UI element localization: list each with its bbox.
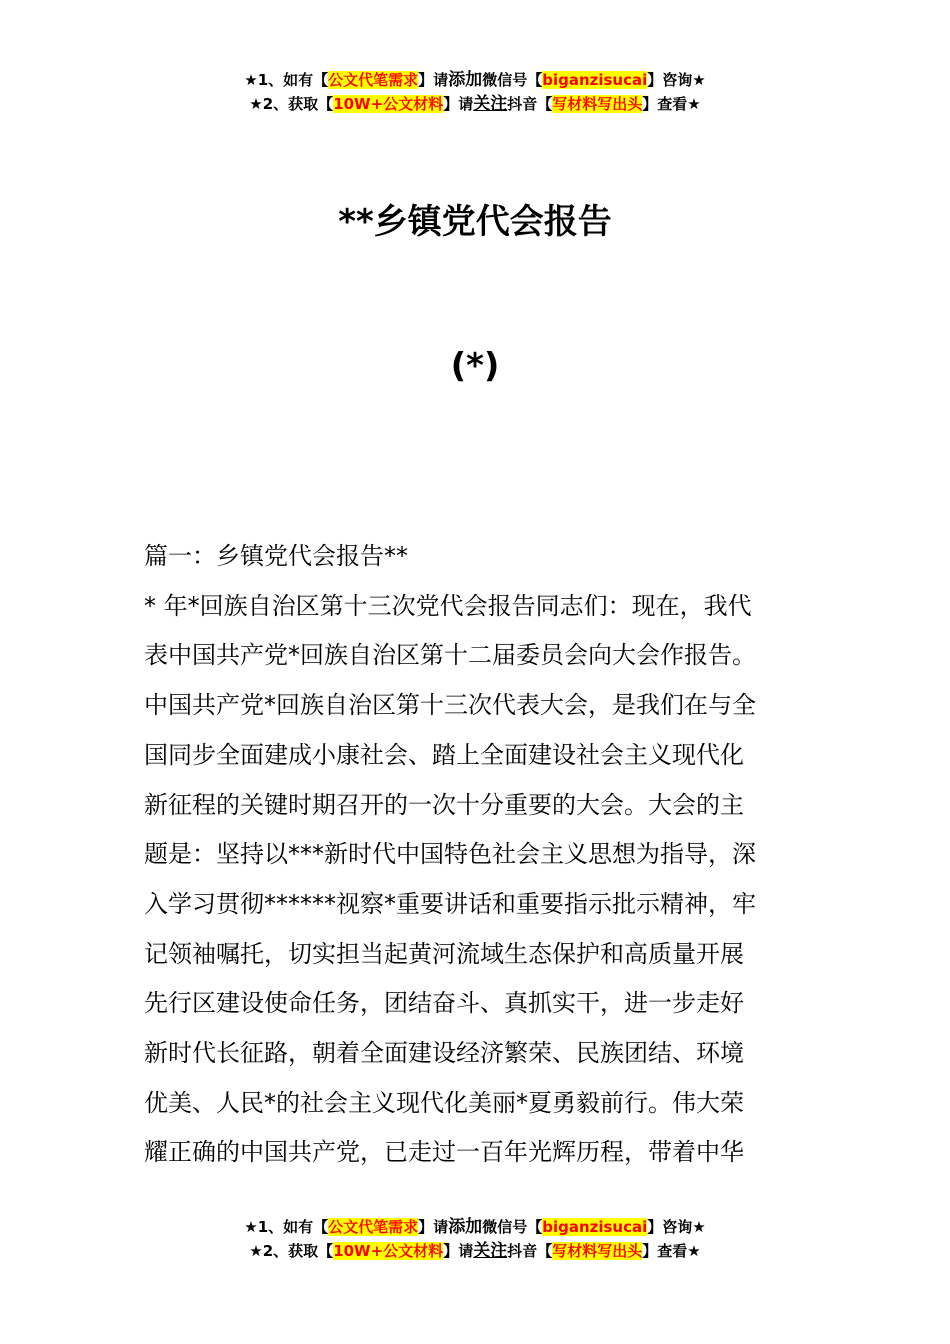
promo-text: 】查看★: [642, 95, 701, 113]
promo-text: 】请: [418, 1218, 449, 1236]
promo-highlight: 10W+公文材料: [333, 95, 444, 113]
body-line: 新时代长征路，朝着全面建设经济繁荣、民族团结、环境: [144, 1039, 744, 1068]
body-line: 记领袖嘱托，切实担当起黄河流域生态保护和高质量开展: [144, 939, 744, 968]
body-line: 中国共产党*回族自治区第十三次代表大会，是我们在与全: [144, 691, 756, 720]
promo-line-2: [0, 92, 950, 116]
promo-text: 】请: [443, 95, 474, 113]
promo-text: 】请: [418, 71, 449, 89]
promo-text: 微信号【: [482, 1218, 543, 1236]
promo-line-1: [0, 1215, 950, 1239]
footer-promo-banner: [0, 1215, 950, 1263]
promo-emphasis: 关注: [473, 94, 508, 114]
promo-text: 微信号【: [482, 71, 543, 89]
promo-text: ★1、如有【: [244, 71, 329, 89]
body-line: 先行区建设使命任务，团结奋斗、真抓实干，进一步走好: [144, 989, 744, 1018]
promo-text: ★1、如有【: [244, 1218, 329, 1236]
body-line: 国同步全面建成小康社会、踏上全面建设社会主义现代化: [144, 740, 744, 769]
promo-text: ★2、获取【: [249, 95, 334, 113]
promo-highlight: biganzisucai: [542, 1218, 648, 1236]
header-promo-banner: [0, 68, 950, 116]
promo-line-2: [0, 1239, 950, 1263]
promo-highlight: 公文代笔需求: [328, 1218, 419, 1236]
promo-highlight: 写材料写出头: [552, 1242, 643, 1260]
body-line: 新征程的关键时期召开的一次十分重要的大会。大会的主: [144, 790, 744, 819]
body-line: 题是：坚持以***新时代中国特色社会主义思想为指导，深: [144, 840, 756, 869]
document-subtitle: (*): [450, 346, 500, 386]
promo-text: 】查看★: [642, 1242, 701, 1260]
promo-emphasis: 添加: [448, 1217, 483, 1237]
body-line: 表中国共产党*回族自治区第十二届委员会向大会作报告。: [144, 641, 756, 670]
document-body: [144, 532, 814, 1178]
promo-emphasis: 关注: [473, 1241, 508, 1261]
promo-text: ★2、获取【: [249, 1242, 334, 1260]
promo-highlight: 10W+公文材料: [333, 1242, 444, 1260]
body-line: * 年*回族自治区第十三次党代会报告同志们：现在，我代: [144, 591, 752, 620]
promo-highlight: biganzisucai: [542, 71, 648, 89]
promo-text: 】咨询★: [647, 71, 706, 89]
promo-text: 】咨询★: [647, 1218, 706, 1236]
body-line: 篇一：乡镇党代会报告**: [144, 542, 408, 570]
promo-emphasis: 添加: [448, 70, 483, 90]
promo-line-1: [0, 68, 950, 92]
promo-highlight: 公文代笔需求: [328, 71, 419, 89]
promo-text: 抖音【: [507, 95, 553, 113]
body-line: 优美、人民*的社会主义现代化美丽*夏勇毅前行。伟大荣: [144, 1088, 744, 1117]
body-line: 入学习贯彻******视察*重要讲话和重要指示批示精神，牢: [144, 889, 756, 918]
document-title: **乡镇党代会报告: [338, 202, 612, 242]
body-line: 耀正确的中国共产党，已走过一百年光辉历程，带着中华: [144, 1138, 744, 1167]
promo-text: 抖音【: [507, 1242, 553, 1260]
promo-text: 】请: [443, 1242, 474, 1260]
promo-highlight: 写材料写出头: [552, 95, 643, 113]
